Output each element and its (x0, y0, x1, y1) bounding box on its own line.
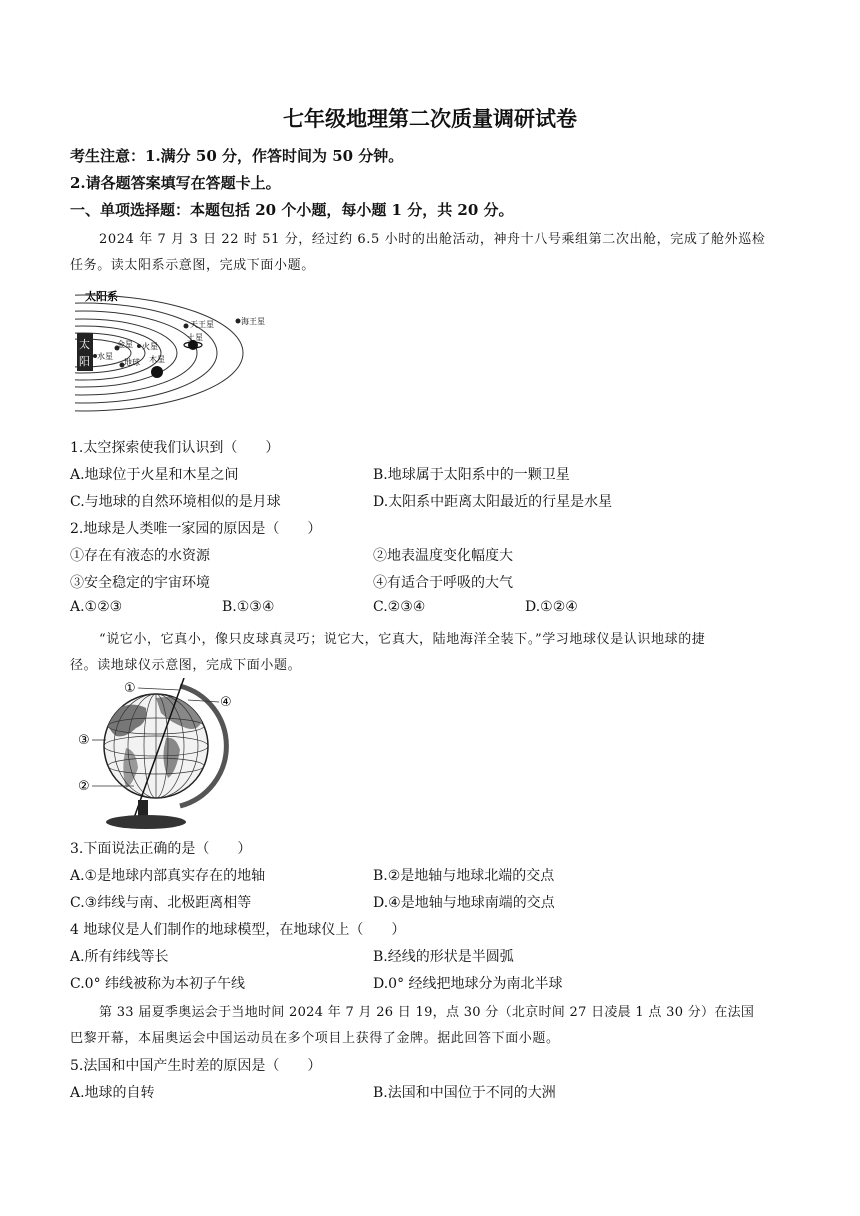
passage-2-line-2: 径。读地球仪示意图，完成下面小题。 (70, 658, 302, 673)
q3-option-a: A.①是地球内部真实存在的地轴 (70, 868, 266, 884)
passage-3-line-1: 第 33 届夏季奥运会于当地时间 2024 年 7 月 26 日 19，点 30 分（北京时间 27 日凌晨 1 点 30 分）在法国 (99, 1005, 755, 1020)
planet-uranus-label: 天王星 (190, 320, 214, 329)
globe-figure (76, 678, 246, 833)
sun-label-2: 阳 (79, 355, 90, 368)
passage-1-line-2: 任务。读太阳系示意图，完成下面小题。 (70, 258, 315, 273)
mars-dot (137, 344, 141, 348)
solar-figure-label: 太阳系 (85, 290, 118, 303)
q3-option-c: C.③纬线与南、北极距离相等 (70, 895, 252, 911)
q2-statement-2: ②地表温度变化幅度大 (373, 548, 513, 564)
section-heading: 一、单项选择题：本题包括 20 个小题，每小题 1 分，共 20 分。 (70, 201, 514, 219)
marker-2: ② (78, 779, 90, 794)
q1-option-a: A.地球位于火星和木星之间 (70, 467, 239, 483)
globe-stand (138, 800, 148, 816)
q2-statement-3: ③安全稳定的宇宙环境 (70, 575, 210, 591)
marker-4: ④ (220, 695, 232, 710)
q1-stem: 1.太空探索使我们认识到（ ） (70, 440, 280, 456)
passage-3-line-2: 巴黎开幕，本届奥运会中国运动员在多个项目上获得了金牌。据此回答下面小题。 (70, 1031, 560, 1046)
globe-base (106, 815, 186, 829)
solar-system-figure (75, 285, 285, 417)
q5-option-a: A.地球的自转 (70, 1085, 155, 1101)
q1-option-c: C.与地球的自然环境相似的是月球 (70, 494, 281, 510)
q2-option-a: A.①②③ (70, 599, 123, 615)
planet-neptune-label: 海王星 (241, 317, 265, 326)
q5-option-b: B.法国和中国位于不同的大洲 (373, 1085, 556, 1101)
q5-stem: 5.法国和中国产生时差的原因是（ ） (70, 1058, 322, 1074)
marker-3: ③ (78, 733, 90, 748)
q2-option-b: B.①③④ (222, 599, 275, 615)
q4-option-d: D.0° 经线把地球分为南北半球 (373, 976, 563, 992)
q3-option-b: B.②是地轴与地球北端的交点 (373, 868, 555, 884)
page-title: 七年级地理第二次质量调研试卷 (283, 106, 577, 131)
marker-1: ① (124, 681, 136, 696)
jupiter-dot (151, 366, 163, 378)
q3-stem: 3.下面说法正确的是（ ） (70, 841, 252, 857)
planet-mercury-label: 水星 (97, 352, 113, 361)
neptune-dot (236, 319, 241, 324)
q4-stem: 4 地球仪是人们制作的地球模型，在地球仪上（ ） (70, 922, 406, 938)
passage-2-line-1: “说它小，它真小，像只皮球真灵巧；说它大，它真大，陆地海洋全装下。”学习地球仪是认识地球的捷 (99, 632, 706, 647)
q4-option-b: B.经线的形状是半圆弧 (373, 949, 514, 965)
q4-option-a: A.所有纬线等长 (70, 949, 169, 965)
notice-line-1: 考生注意：1.满分 50 分，作答时间为 50 分钟。 (70, 147, 404, 165)
q2-statement-1: ①存在有液态的水资源 (70, 548, 210, 564)
planet-jupiter-label: 木星 (149, 355, 165, 364)
q3-option-d: D.④是地轴与地球南端的交点 (373, 895, 555, 911)
q2-statement-4: ④有适合于呼吸的大气 (373, 575, 513, 591)
q1-option-b: B.地球属于太阳系中的一颗卫星 (373, 467, 570, 483)
planet-saturn-label: 土星 (187, 333, 203, 342)
q1-option-d: D.太阳系中距离太阳最近的行星是水星 (373, 494, 613, 510)
planet-mars-label: 火星 (142, 342, 158, 351)
q2-stem: 2.地球是人类唯一家园的原因是（ ） (70, 521, 322, 537)
notice-line-2: 2.请各题答案填写在答题卡上。 (70, 174, 281, 192)
q2-option-d: D.①②④ (525, 599, 578, 615)
q4-option-c: C.0° 纬线被称为本初子午线 (70, 976, 246, 992)
planet-earth-label: 地球 (124, 358, 140, 367)
planet-venus-label: 金星 (117, 340, 133, 349)
passage-1-line-1: 2024 年 7 月 3 日 22 时 51 分，经过约 6.5 小时的出舱活动，神舟十八号乘组第二次出舱，完成了舱外巡检 (99, 232, 766, 247)
uranus-dot (184, 324, 189, 329)
sun-label-1: 太 (79, 338, 90, 351)
q2-option-c: C.②③④ (373, 599, 426, 615)
